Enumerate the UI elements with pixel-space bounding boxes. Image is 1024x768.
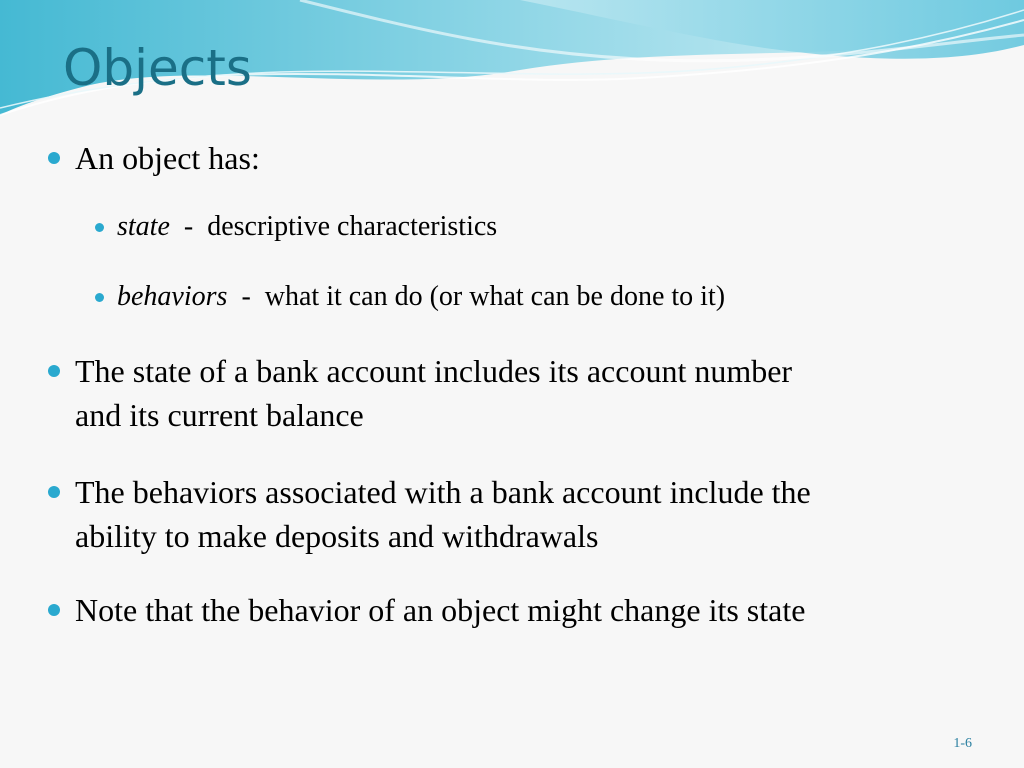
sub-bullet-dot-icon: [95, 293, 104, 302]
separator: -: [169, 211, 208, 242]
bullet-behavior-changes-state: [75, 588, 805, 632]
bullet-text-line-1: The state of a bank account includes its account number: [75, 353, 793, 389]
sub-bullet-dot-icon: [95, 223, 104, 232]
bullet-behaviors-of-account: [75, 470, 811, 558]
bullet-dot-icon: [48, 365, 60, 377]
sub-bullet-state: [117, 209, 497, 245]
page-number: 1-6: [953, 736, 972, 751]
term-state: state: [117, 211, 170, 242]
bullet-text-line-2: ability to make deposits and withdrawals: [75, 518, 599, 554]
bullet-object-has: [75, 136, 260, 180]
bullet-text-line-2: and its current balance: [75, 397, 364, 433]
bullet-dot-icon: [48, 486, 60, 498]
bullet-text-line-1: The behaviors associated with a bank account include the: [75, 474, 811, 510]
bullet-text: An object has:: [75, 140, 260, 176]
bullet-dot-icon: [48, 152, 60, 164]
sub-bullet-behaviors: [117, 279, 725, 315]
bullet-state-of-account: [75, 349, 792, 437]
slide-title: Objects: [63, 39, 252, 97]
bullet-text: Note that the behavior of an object might change its state: [75, 592, 806, 628]
term-description: what it can do (or what can be done to it): [264, 281, 726, 312]
term-behaviors: behaviors: [117, 281, 228, 312]
term-description: descriptive characteristics: [207, 211, 498, 242]
bullet-dot-icon: [48, 604, 60, 616]
separator: -: [227, 281, 265, 312]
